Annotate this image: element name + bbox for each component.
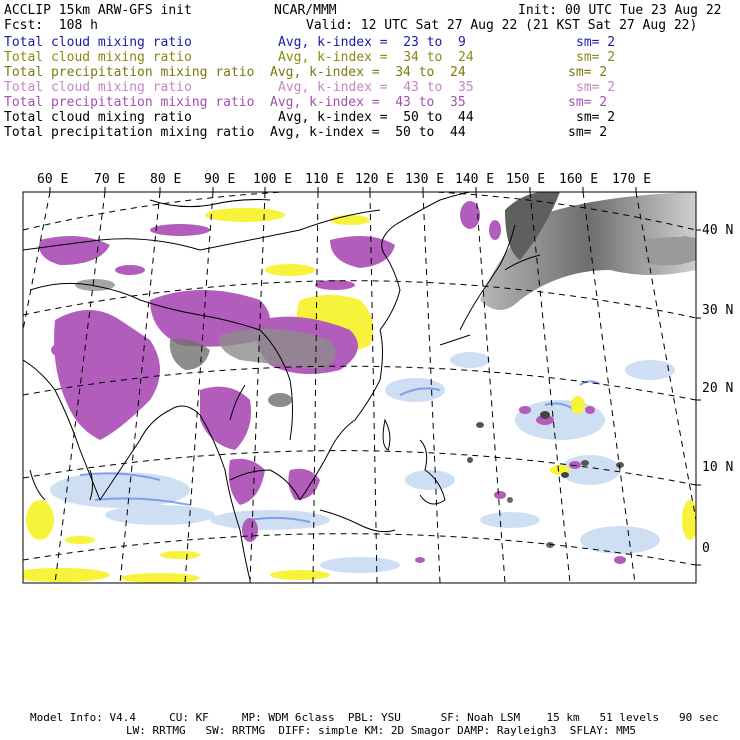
field-7-avg: Avg, k-index = 50 to 44 (270, 125, 466, 140)
field-5-name: Total precipitation mixing ratio (4, 95, 255, 110)
lon-label-70e: 70 E (94, 172, 126, 187)
field-3-name: Total precipitation mixing ratio (4, 65, 255, 80)
field-4-sm: sm= 2 (576, 80, 616, 95)
forecast-hour: Fcst: 108 h (4, 18, 98, 33)
right-tick-marks (696, 230, 701, 565)
field-3-sm: sm= 2 (568, 65, 608, 80)
lon-label-100e: 100 E (253, 172, 293, 187)
lon-label-160e: 160 E (559, 172, 599, 187)
lon-label-60e: 60 E (37, 172, 69, 187)
field-1-name: Total cloud mixing ratio (4, 35, 192, 50)
model-info-line-2: LW: RRTMG SW: RRTMG DIFF: simple KM: 2D Smagor DAMP: Rayleigh3 SFLAY: MM5 (126, 724, 636, 737)
field-2-name: Total cloud mixing ratio (4, 50, 192, 65)
lat-label-40n: 40 N (702, 223, 734, 238)
lat-label-0: 0 (702, 541, 710, 556)
model-info-line-1: Model Info: V4.4 CU: KF MP: WDM 6class PBL: YSU SF: Noah LSM 15 km 51 levels 90 sec (30, 711, 719, 724)
lon-label-80e: 80 E (150, 172, 182, 187)
lon-label-120e: 120 E (355, 172, 395, 187)
field-2-avg: Avg, k-index = 34 to 24 (278, 50, 474, 65)
lon-label-90e: 90 E (204, 172, 236, 187)
lon-label-110e: 110 E (305, 172, 345, 187)
top-tick-marks (50, 187, 636, 192)
field-7-name: Total precipitation mixing ratio (4, 125, 255, 140)
field-7-sm: sm= 2 (568, 125, 608, 140)
field-4-name: Total cloud mixing ratio (4, 80, 192, 95)
organization-label: NCAR/MMM (274, 3, 337, 18)
field-1-avg: Avg, k-index = 23 to 9 (278, 35, 466, 50)
lon-label-140e: 140 E (455, 172, 495, 187)
lon-label-150e: 150 E (506, 172, 546, 187)
lat-label-30n: 30 N (702, 303, 734, 318)
field-6-sm: sm= 2 (576, 110, 616, 125)
field-3-avg: Avg, k-index = 34 to 24 (270, 65, 466, 80)
lon-label-130e: 130 E (405, 172, 445, 187)
field-6-avg: Avg, k-index = 50 to 44 (278, 110, 474, 125)
init-time: Init: 00 UTC Tue 23 Aug 22 (518, 3, 722, 18)
lon-label-170e: 170 E (612, 172, 652, 187)
field-1-sm: sm= 2 (576, 35, 616, 50)
field-5-sm: sm= 2 (568, 95, 608, 110)
lat-label-10n: 10 N (702, 460, 734, 475)
valid-time: Valid: 12 UTC Sat 27 Aug 22 (21 KST Sat 27 Aug 22) (306, 18, 698, 33)
lat-label-20n: 20 N (702, 381, 734, 396)
model-title: ACCLIP 15km ARW-GFS init (4, 3, 192, 18)
field-4-avg: Avg, k-index = 43 to 35 (278, 80, 474, 95)
field-5-avg: Avg, k-index = 43 to 35 (270, 95, 466, 110)
field-6-name: Total cloud mixing ratio (4, 110, 192, 125)
field-2-sm: sm= 2 (576, 50, 616, 65)
